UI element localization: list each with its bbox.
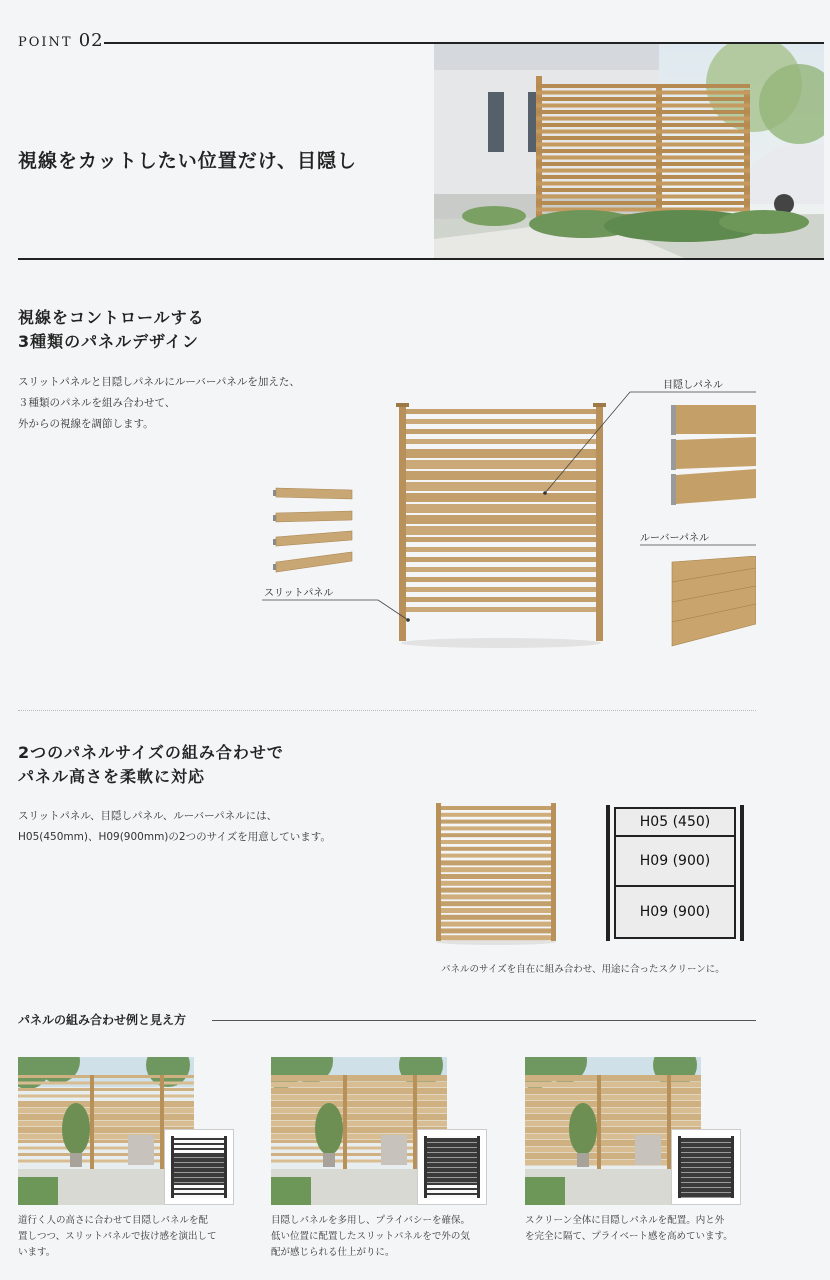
combo-card-2: [271, 1057, 491, 1258]
point-label: POINT 02: [18, 30, 104, 51]
combo-inset-1: [164, 1129, 234, 1205]
size-caption: パネルのサイズを自在に組み合わせ、用途に合ったスクリーンに。: [441, 964, 725, 975]
combo-inset-2: [417, 1129, 487, 1205]
size-h09-cell-2: H09 (900): [614, 885, 736, 939]
label-louver-panel: ルーバーパネル: [640, 533, 709, 544]
combo-card-1: [18, 1057, 238, 1258]
combo-text-3: スクリーン全体に目隠しパネルを配置。内と外 を完全に隔て、プライベート感を高めています。: [525, 1215, 733, 1242]
label-slit-panel: スリットパネル: [264, 588, 334, 599]
blind-panel-sample: [668, 405, 756, 505]
combo-text-1: 道行く人の高さに合わせて目隠しパネルを配 置しつつ、スリットパネルで抜け感を演出して います。: [18, 1215, 217, 1258]
point-number: 02: [78, 30, 104, 51]
louver-panel-sample: [670, 556, 756, 656]
slit-panel-sample: [270, 486, 354, 578]
size-h09-cell-1: H09 (900): [614, 835, 736, 887]
section2-heading: 2つのパネルサイズの組み合わせで パネル高さを柔軟に対応: [18, 743, 284, 786]
combo-text-2: 目隠しパネルを多用し、プライバシーを確保。 低い位置に配置したスリットパネルをで外の気 配が感じられる仕上がりに。: [271, 1215, 471, 1258]
combo-rule: [212, 1020, 756, 1021]
hero-title: 視線をカットしたい位置だけ、目隠し: [18, 150, 358, 172]
section1-body: スリットパネルと目隠しパネルにルーバーパネルを加えた、 ３種類のパネルを組み合わせて、 外からの視線を調節します。: [18, 376, 300, 430]
label-blind-panel: 目隠しパネル: [663, 380, 723, 391]
size-h05-cell: H05 (450): [614, 807, 736, 837]
combo-inset-3: [671, 1129, 741, 1205]
combo-title: パネルの組み合わせ例と見え方: [18, 1013, 187, 1027]
section2-body: スリットパネル、目隠しパネル、ルーバーパネルには、 H05(450mm)、H09(900mm)の2つのサイズを用意しています。: [18, 810, 331, 843]
section-divider: [18, 710, 756, 711]
size-diagram: [606, 805, 744, 941]
size-fence-illustration: [434, 803, 558, 945]
section1-heading: 視線をコントロールする 3種類のパネルデザイン: [18, 308, 205, 351]
combo-card-3: [525, 1057, 745, 1242]
